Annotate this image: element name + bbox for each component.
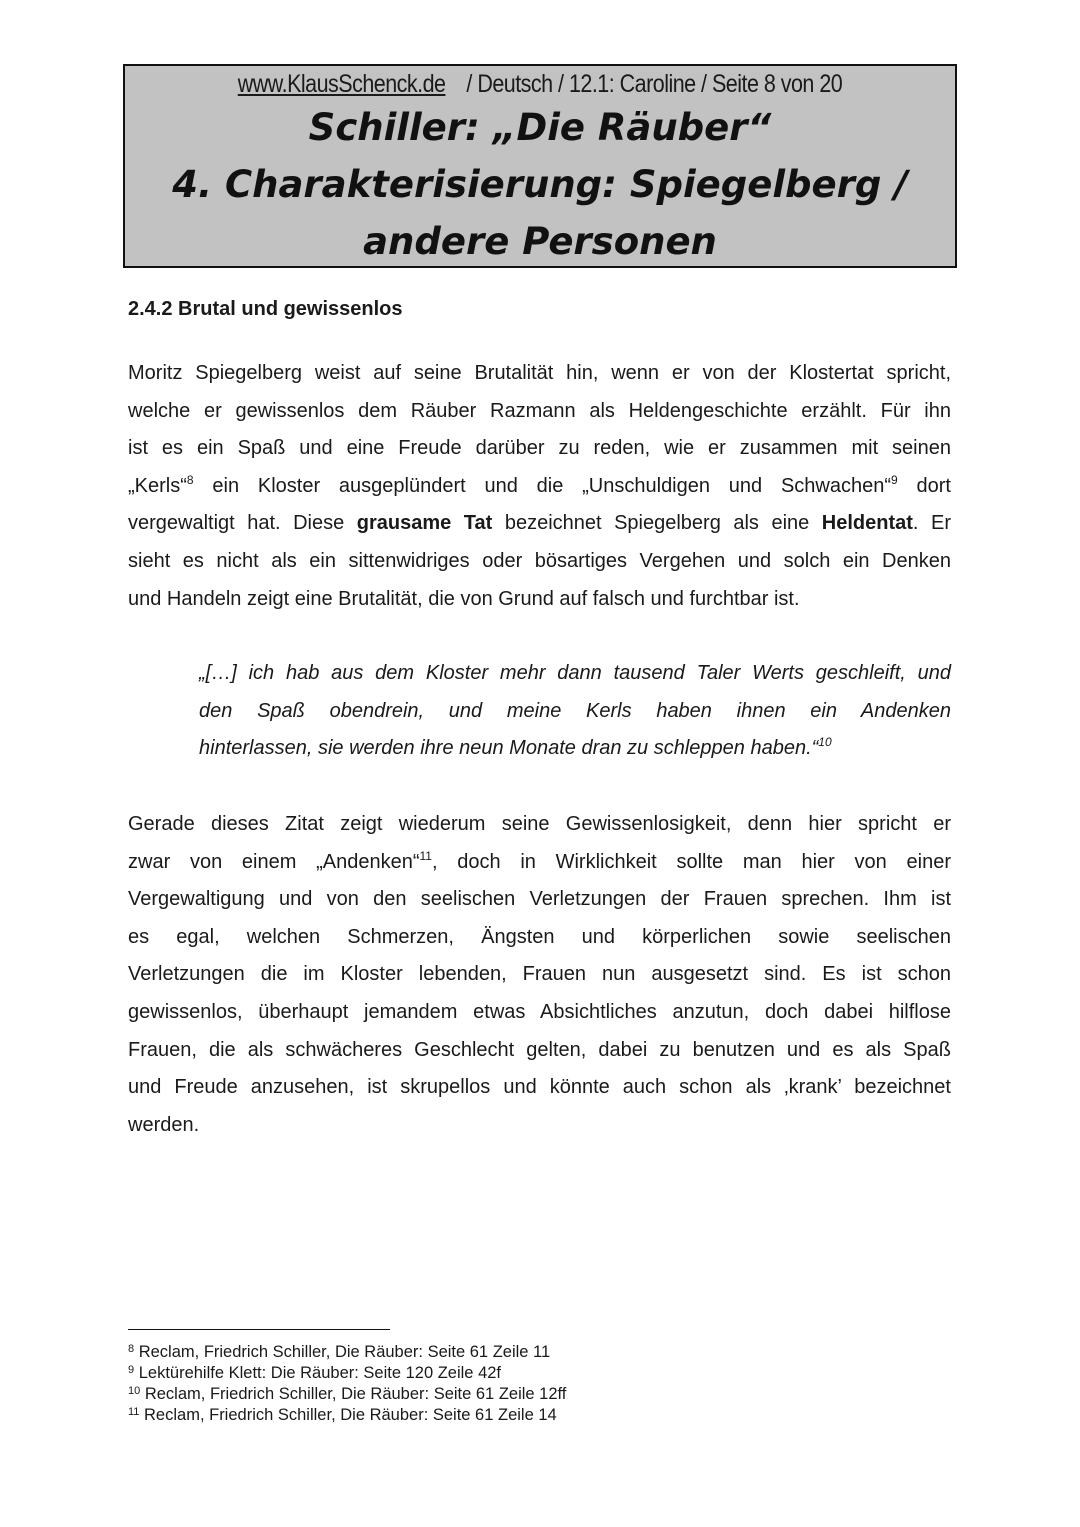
footnote-number: 8 bbox=[128, 1343, 135, 1355]
footnote bbox=[128, 1342, 566, 1363]
text-line: Gerade dieses Zitat zeigt wiederum seine Gewissenlosigkeit, denn hier spricht er bbox=[128, 813, 951, 835]
footnote-number: 9 bbox=[128, 1364, 135, 1376]
footnote-text: Reclam, Friedrich Schiller, Die Räuber: Seite 61 Zeile 14 bbox=[144, 1406, 557, 1424]
text-span: vergewaltigt hat. Diese bbox=[128, 512, 357, 535]
text-line: Verletzungen die im Kloster lebenden, Frauen nun ausgesetzt sind. Es ist schon bbox=[128, 963, 951, 986]
footnote-text: Reclam, Friedrich Schiller, Die Räuber: Seite 61 Zeile 12ff bbox=[144, 1385, 567, 1403]
footnote-text: Reclam, Friedrich Schiller, Die Räuber: Seite 61 Zeile 11 bbox=[138, 1343, 551, 1361]
text-span: . Er bbox=[912, 512, 951, 535]
header-crumb: / Deutsch / 12.1: Caroline / Seite 8 von 20 bbox=[466, 70, 843, 98]
text-span: , doch in Wirklichkeit sollte man hier von einer bbox=[431, 850, 951, 873]
footnote bbox=[128, 1405, 566, 1426]
text-line: gewissenlos, überhaupt jemandem etwas Absichtliches anzutun, doch dabei hilflose bbox=[128, 1000, 951, 1023]
text-span: bezeichnet Spiegelberg als eine bbox=[492, 512, 822, 535]
footnotes bbox=[128, 1342, 566, 1426]
document-header bbox=[123, 64, 957, 268]
text-line: sieht es nicht als ein sittenwidriges oder bösartiges Vergehen und solch ein Denken bbox=[128, 549, 951, 572]
quote-line: „[…] ich hab aus dem Kloster mehr dann tausend Taler Werts geschleift, und bbox=[199, 662, 951, 684]
page-title-line-3: andere Personen bbox=[363, 220, 717, 263]
quote-line: den Spaß obendrein, und meine Kerls haben ihnen ein Andenken bbox=[199, 699, 951, 722]
section-heading: 2.4.2 Brutal und gewissenlos bbox=[128, 298, 403, 320]
header-breadcrumb bbox=[183, 70, 897, 99]
text-line: und Handeln zeigt eine Brutalität, die von Grund auf falsch und furchtbar ist. bbox=[128, 587, 800, 610]
text-line: ist es ein Spaß und eine Freude darüber zu reden, wie er zusammen mit seinen bbox=[128, 437, 951, 460]
site-link[interactable]: www.KlausSchenck.de bbox=[237, 70, 446, 98]
footnote bbox=[128, 1384, 566, 1405]
text-span: zwar von einem „Andenken“ bbox=[128, 850, 420, 873]
footnote-ref: 9 bbox=[891, 472, 898, 487]
text-line: werden. bbox=[128, 1113, 200, 1136]
footnote bbox=[128, 1363, 566, 1384]
footnote-ref: 11 bbox=[419, 848, 432, 863]
text-line: es egal, welchen Schmerzen, Ängsten und körperlichen sowie seelischen bbox=[128, 925, 951, 948]
text-line: Moritz Spiegelberg weist auf seine Brutalität hin, wenn er von der Klostertat spricht, bbox=[128, 362, 951, 384]
footnote-ref: 8 bbox=[186, 472, 194, 487]
footnote-number: 11 bbox=[128, 1406, 140, 1418]
block-quote bbox=[199, 655, 951, 768]
text-line bbox=[128, 505, 951, 543]
text-line: Frauen, die als schwächeres Geschlecht gelten, dabei zu benutzen und es als Spaß bbox=[128, 1038, 951, 1061]
text-line: und Freude anzusehen, ist skrupellos und könnte auch schon als ‚krank’ bezeichnet bbox=[128, 1076, 951, 1099]
text-span: „Kerls“ bbox=[128, 474, 187, 497]
bold-text: grausame Tat bbox=[356, 512, 493, 535]
text-line: Vergewaltigung und von den seelischen Verletzungen der Frauen sprechen. Ihm ist bbox=[128, 888, 951, 911]
page-title-line-2: 4. Charakterisierung: Spiegelberg / bbox=[172, 163, 908, 206]
footnote-number: 10 bbox=[128, 1385, 141, 1397]
bold-text: Heldentat bbox=[821, 512, 913, 535]
text-line bbox=[128, 468, 951, 506]
text-span: ein Kloster ausgeplündert und die „Unschuldigen und Schwachen“ bbox=[193, 474, 892, 497]
footnote-ref: 10 bbox=[818, 735, 832, 750]
footnote-divider bbox=[128, 1329, 390, 1330]
page-title-line-1: Schiller: „Die Räuber“ bbox=[308, 106, 772, 149]
text-span: dort bbox=[897, 474, 951, 497]
text-line bbox=[128, 844, 951, 882]
body-paragraph-2 bbox=[128, 806, 951, 1144]
body-paragraph-1 bbox=[128, 355, 951, 618]
quote-line bbox=[199, 730, 951, 768]
footnote-text: Lektürehilfe Klett: Die Räuber: Seite 120 Zeile 42f bbox=[138, 1364, 502, 1382]
quote-span: hinterlassen, sie werden ihre neun Monate dran zu schleppen haben.“ bbox=[199, 737, 819, 760]
text-line: welche er gewissenlos dem Räuber Razmann als Heldengeschichte erzählt. Für ihn bbox=[128, 399, 951, 422]
